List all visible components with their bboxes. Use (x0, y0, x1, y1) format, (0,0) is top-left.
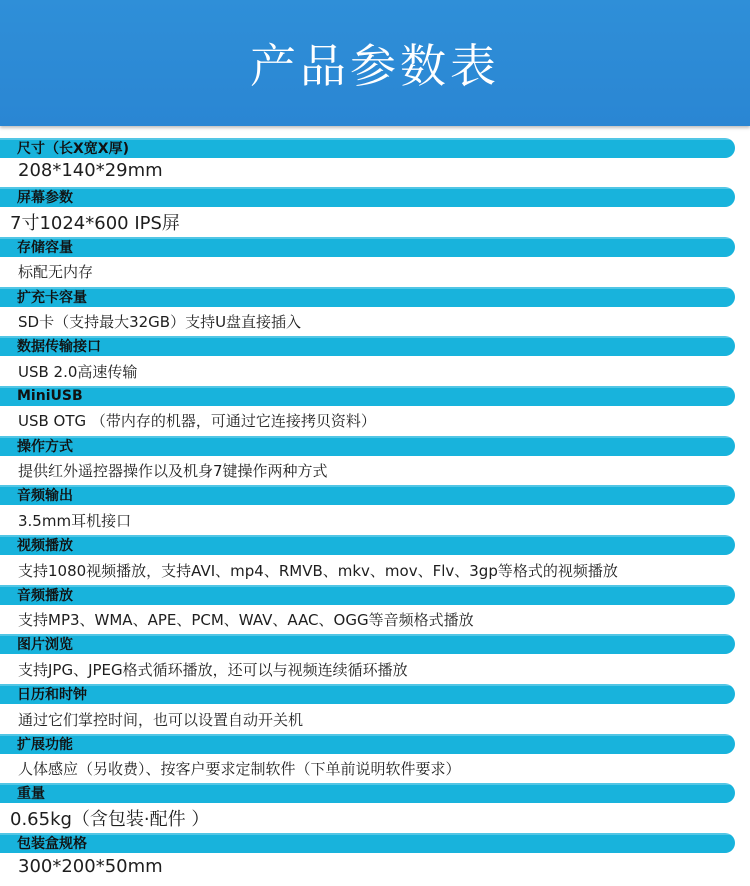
spec-value: SD卡（支持最大32GB）支持U盘直接插入 (18, 313, 302, 332)
spec-label: 图片浏览 (17, 637, 73, 654)
spec-value: 208*140*29mm (18, 160, 163, 181)
spec-row-audio-out (0, 484, 750, 534)
spec-value: 3.5mm耳机接口 (18, 511, 132, 530)
spec-row-extension (0, 732, 750, 782)
spec-value: 提供红外遥控器操作以及机身7键操作两种方式 (18, 462, 328, 481)
spec-value: USB 2.0高速传输 (18, 362, 138, 381)
spec-label: 存储容量 (17, 239, 73, 256)
spec-label-bar (0, 684, 735, 704)
spec-row-card (0, 285, 750, 335)
spec-label-bar (0, 336, 735, 356)
spec-label: 屏幕参数 (17, 190, 73, 207)
spec-row-video (0, 534, 750, 584)
spec-value: USB OTG （带内存的机器，可通过它连接拷贝资料） (18, 412, 376, 431)
spec-label: 扩展功能 (17, 736, 73, 753)
spec-value: 通过它们掌控时间，也可以设置自动开关机 (18, 710, 304, 729)
spec-table (0, 136, 750, 881)
spec-row-screen (0, 186, 750, 236)
spec-label-bar (0, 287, 735, 307)
spec-label-bar (0, 237, 735, 257)
spec-label: 日历和时钟 (17, 687, 87, 704)
spec-row-storage (0, 235, 750, 285)
spec-row-package (0, 832, 750, 882)
spec-value: 标配无内存 (18, 263, 94, 282)
spec-label-bar (0, 535, 735, 555)
spec-label: 数据传输接口 (17, 339, 101, 356)
spec-value: 支持JPG、JPEG格式循环播放，还可以与视频连续循环播放 (18, 660, 408, 679)
spec-label: 音频输出 (17, 488, 73, 505)
spec-label-bar (0, 485, 735, 505)
spec-label-bar (0, 783, 735, 803)
spec-value: 300*200*50mm (18, 855, 163, 877)
spec-row-miniusb (0, 384, 750, 434)
spec-label: 包装盒规格 (17, 836, 87, 853)
spec-row-operation (0, 434, 750, 484)
spec-value: 人体感应（另收费）、按客户要求定制软件（下单前说明软件要求） (18, 760, 461, 779)
page-title: 产品参数表 (250, 39, 500, 93)
spec-row-interface (0, 335, 750, 385)
spec-label: 尺寸（长X宽X厚) (17, 140, 129, 157)
spec-label-bar (0, 833, 735, 853)
spec-row-size (0, 136, 750, 186)
spec-value: 7寸1024*600 IPS屏 (10, 212, 180, 234)
spec-value: 支持MP3、WMA、APE、PCM、WAV、AAC、OGG等音频格式播放 (18, 611, 474, 630)
spec-row-weight (0, 782, 750, 832)
spec-label-bar (0, 138, 735, 158)
spec-label: 重量 (17, 786, 45, 803)
spec-value: 支持1080视频播放，支持AVI、mp4、RMVB、mkv、mov、Flv、3gp等格式的视频播放 (18, 561, 618, 580)
spec-label-bar (0, 386, 735, 406)
spec-row-photo (0, 633, 750, 683)
spec-row-calendar (0, 683, 750, 733)
spec-label-bar (0, 585, 735, 605)
spec-value: 0.65kg（含包装·配件 ） (10, 808, 210, 830)
spec-label-bar (0, 187, 735, 207)
spec-label-bar (0, 734, 735, 754)
spec-label: 视频播放 (17, 538, 73, 554)
spec-label-bar (0, 436, 735, 456)
spec-label: 扩充卡容量 (17, 289, 87, 306)
spec-label: MiniUSB (17, 387, 83, 404)
header-banner (0, 0, 750, 126)
spec-label: 操作方式 (17, 438, 73, 455)
spec-label-bar (0, 634, 735, 654)
spec-label: 音频播放 (17, 587, 73, 604)
spec-row-audio-play (0, 583, 750, 633)
